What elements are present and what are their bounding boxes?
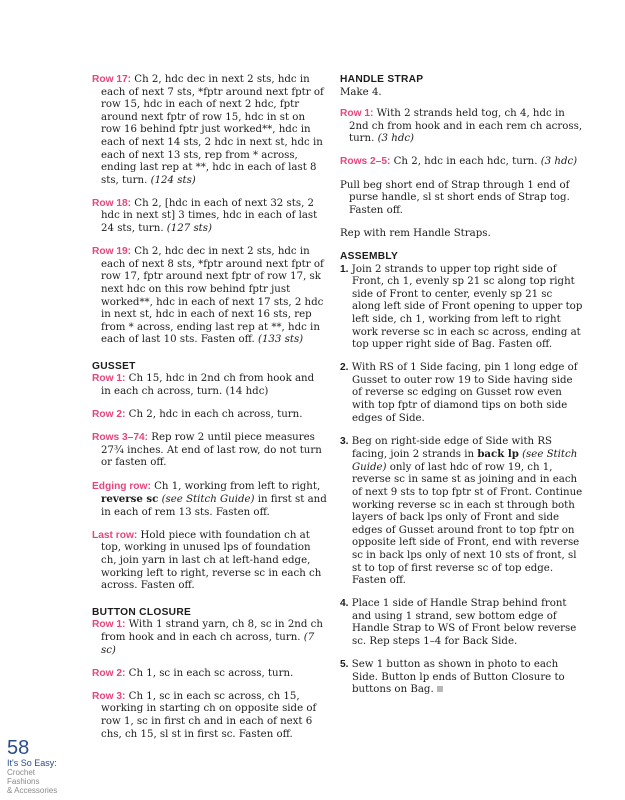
assembly-heading: ASSEMBLY bbox=[340, 250, 399, 262]
book-subtitle-line-1: Crochet Fashions bbox=[7, 768, 40, 786]
handle-strap-make: Make 4. bbox=[340, 86, 382, 98]
handle-rows-2-5: Rows 2–5: Ch 2, hdc in each hdc, turn. (3 hdc) bbox=[340, 156, 578, 168]
assembly-step: 2. With RS of 1 Side facing, pin 1 long edge of Gusset to outer row 19 to Side having side of reverse sc edging on Gusset row even with top fptr of diamond tips on both side edges of Side. bbox=[340, 362, 578, 424]
assembly-step: 3. Beg on right-side edge of Side with RS facing, join 2 strands in back lp (see Stitch Guide) only of last hdc of row 19, ch 1, reverse sc in same st as joining and in each of next 9 sts to top fptr st of Front. Continue working reverse sc in each st through both layers of back lps only of Front and side edges of Gusset around front to top fptr on opposite left side of Front, end with reverse sc in back lps only of next 10 sts of front, sl st to top of first reverse sc of top edge. Fasten off. bbox=[340, 435, 583, 587]
row-18: Row 18: Ch 2, [hdc in each of next 32 sts, 2 hdc in next st] 3 times, hdc in each of last 24 sts, turn. (127 sts) bbox=[92, 197, 318, 235]
left-column bbox=[92, 74, 327, 752]
gusset-rows-3-74: Rows 3–74: Rep row 2 until piece measures 27¾ inches. At end of last row, do not turn or fasten off. bbox=[92, 432, 322, 469]
handle-pull-instruction: Pull beg short end of Strap through 1 end of purse handle, sl st short ends of Strap tog. Fasten off. bbox=[340, 179, 570, 216]
assembly-step: 4. Place 1 side of Handle Strap behind front and using 1 strand, sew bottom edge of Handle Strap to WS of Front below reverse sc. Rep steps 1–4 for Back Side. bbox=[340, 598, 577, 648]
page-number: 58 bbox=[7, 737, 30, 759]
assembly-steps bbox=[340, 264, 584, 697]
assembly-step: 5. Sew 1 button as shown in photo to each Side. Button lp ends of Button Closure to buttons on Bag. bbox=[340, 659, 565, 696]
right-column bbox=[340, 74, 584, 707]
button-row-1: Row 1: With 1 strand yarn, ch 8, sc in 2nd ch from hook and in each ch across, turn. (7 sc) bbox=[92, 619, 323, 656]
page-footer bbox=[7, 738, 67, 795]
gusset-row-1: Row 1: Ch 15, hdc in 2nd ch from hook and in each ch across, turn. (14 hdc) bbox=[92, 373, 315, 398]
row-19: Row 19: Ch 2, hdc dec in next 2 sts, hdc in each of next 8 sts, *fptr around next fptr of row 17, fptr around next fptr of row 17, sk next hdc on this row behind fptr just worked**, hdc in each of next 17 sts, 2 hdc in next st, hdc in each of next 16 sts, rep from * across, ending last rep at **, hdc in each of last 10 sts. Fasten off. (133 sts) bbox=[92, 246, 324, 346]
gusset-row-2: Row 2: Ch 2, hdc in each ch across, turn. bbox=[92, 409, 303, 421]
handle-strap-heading: HANDLE STRAP bbox=[340, 74, 424, 85]
end-mark-icon bbox=[437, 686, 443, 692]
row-17: Row 17: Ch 2, hdc dec in next 2 sts, hdc in each of next 7 sts, *fptr around next fptr of row 15, hdc in each of next 2 hdc, fptr around next fptr of row 15, hdc in st on row 16 behind fptr just worked**, hdc in each of next 14 sts, 2 hdc in next st, hdc in each of next 13 sts, rep from * across, ending last rep at **, hdc in each of last 8 sts, turn. (124 sts) bbox=[92, 74, 324, 186]
assembly-step: 1. Join 2 strands to upper top right side of Front, ch 1, evenly sp 21 sc along top right side of Front to center, evenly sp 21 sc along left side of Front opening to upper top left side, ch 1, working from left to right work reverse sc in each sc across, ending at top upper right side of Bag. Fasten off. bbox=[340, 263, 583, 351]
button-row-2: Row 2: Ch 1, sc in each sc across, turn. bbox=[92, 667, 294, 679]
gusset-edging-row: Edging row: Ch 1, working from left to right, reverse sc (see Stitch Guide) in first st and in each of rem 13 sts. Fasten off. bbox=[92, 480, 327, 518]
book-subtitle-line-2: & Accessories bbox=[7, 786, 58, 795]
gusset-last-row: Last row: Hold piece with foundation ch at top, working in unused lps of foundation ch, join yarn in last ch at left-hand edge, working left to right, reverse sc in each ch across. Fasten off. bbox=[92, 529, 322, 592]
handle-row-1: Row 1: With 2 strands held tog, ch 4, hdc in 2nd ch from hook and in each rem ch across, turn. (3 hdc) bbox=[340, 108, 583, 145]
button-row-3: Row 3: Ch 1, sc in each sc across, ch 15, working in starting ch on opposite side of row 1, sc in first ch and in each of next 6 chs, ch 15, sl st in first sc. Fasten off. bbox=[92, 690, 317, 740]
button-closure-heading: BUTTON CLOSURE bbox=[92, 606, 192, 618]
handle-repeat-instruction: Rep with rem Handle Straps. bbox=[340, 227, 491, 239]
gusset-heading: GUSSET bbox=[92, 360, 136, 372]
book-title: It's So Easy: bbox=[7, 758, 57, 768]
